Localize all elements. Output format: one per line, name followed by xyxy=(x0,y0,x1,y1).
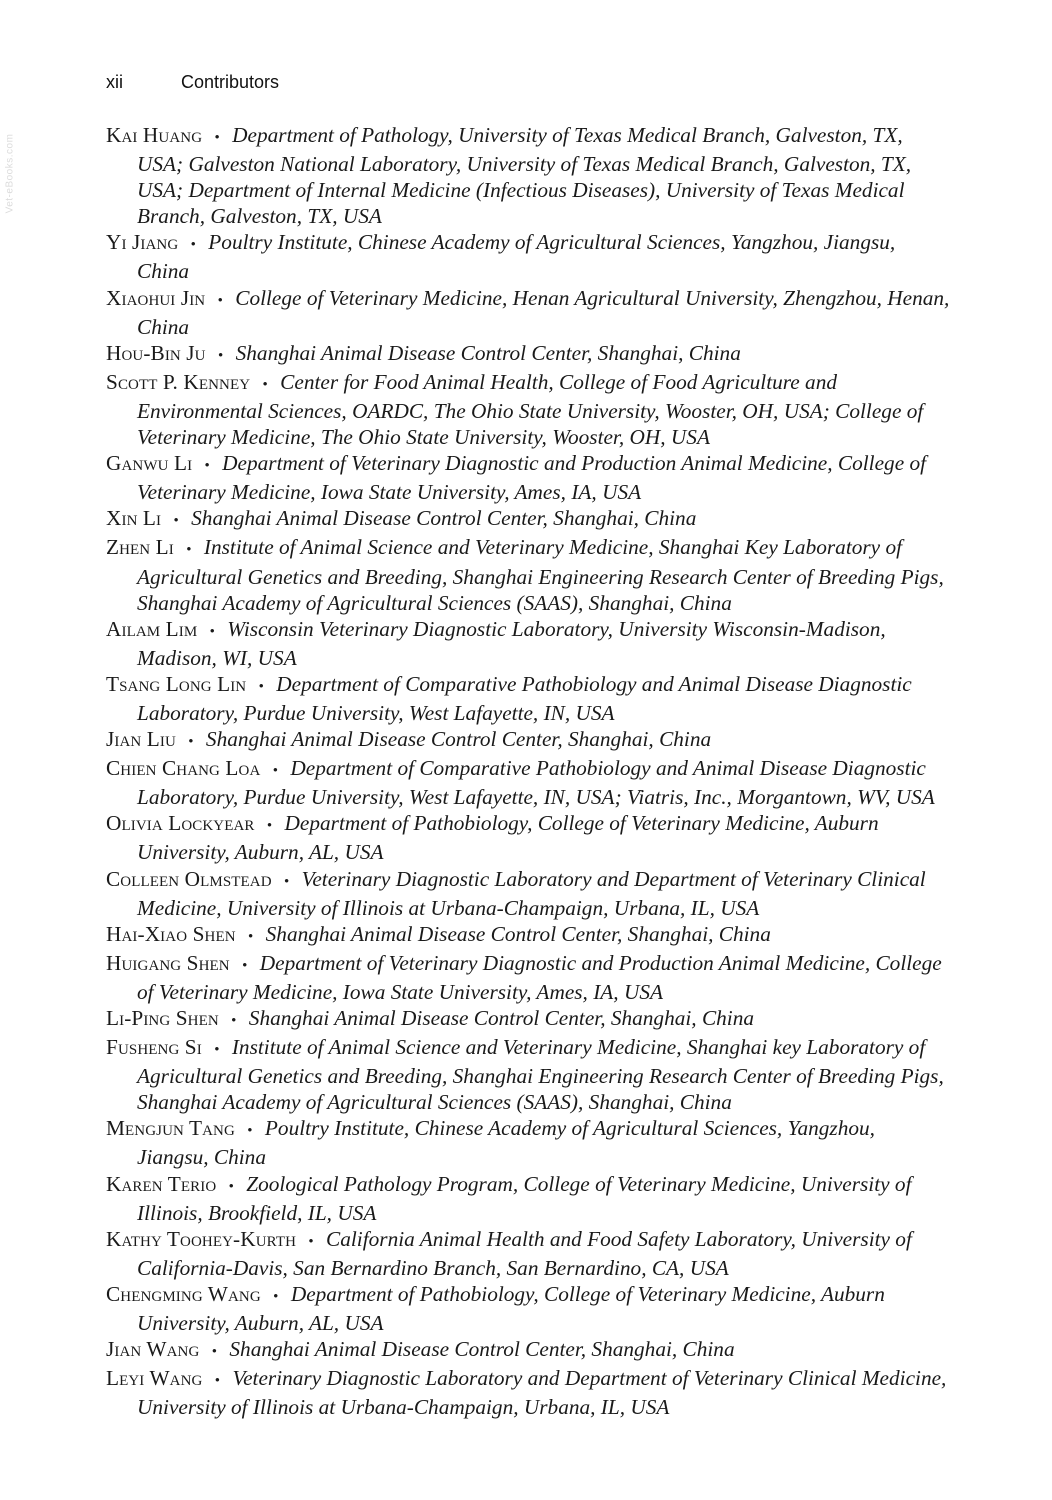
contributor-name: Jian Wang xyxy=(106,1337,200,1362)
contributor-affiliation: Shanghai Animal Disease Control Center, Shanghai, China xyxy=(191,506,697,531)
contributor-name: Ganwu Li xyxy=(106,451,193,476)
bullet-separator: • xyxy=(272,763,279,780)
contributor-name: Hai-Xiao Shen xyxy=(106,921,236,946)
contributor-affiliation: College of Veterinary Medicine, Henan Agricultural University, Zhengzhou, Henan, China xyxy=(137,285,950,339)
contributor-name: Olivia Lockyear xyxy=(106,811,255,836)
bullet-separator: • xyxy=(247,1123,253,1140)
watermark-text: Vet-eBooks.com xyxy=(4,133,16,214)
running-head xyxy=(106,72,279,93)
contributor-name: Jian Liu xyxy=(106,727,176,752)
contributor-entry xyxy=(106,122,951,229)
contributor-name: Fusheng Si xyxy=(106,1035,202,1060)
contributor-affiliation: Shanghai Animal Disease Control Center, Shanghai, China xyxy=(205,727,712,752)
bullet-separator: • xyxy=(248,928,254,945)
bullet-separator: • xyxy=(266,818,273,835)
contributor-name: Hou-Bin Ju xyxy=(106,340,206,365)
contributor-entry xyxy=(106,755,951,810)
contributor-affiliation: Department of Comparative Pathobiology and Animal Disease Diagnostic Laboratory, Purdue University, West Lafayette, IN, USA; Viatris, Inc., Morgantown, WV, USA xyxy=(137,756,935,810)
contributor-entry xyxy=(106,534,951,615)
contributor-name: Xin Li xyxy=(106,506,162,531)
contributor-affiliation: Wisconsin Veterinary Diagnostic Laboratory, University Wisconsin-Madison, Madison, WI, USA xyxy=(137,616,886,670)
bullet-separator: • xyxy=(214,130,220,146)
contributor-entry xyxy=(106,616,951,671)
contributor-affiliation: Poultry Institute, Chinese Academy of Agricultural Sciences, Yangzhou, Jiangsu, China xyxy=(137,1116,875,1170)
contributor-affiliation: Center for Food Animal Health, College of Food Agriculture and Environmental Sciences, OARDC, The Ohio State University, Wooster, OH, USA; College of Veterinary Medicine, The Ohio State University, Wooster, OH, USA xyxy=(137,369,924,450)
contributor-affiliation: Zoological Pathology Program, College of Veterinary Medicine, University of Illinois, Brookfield, IL, USA xyxy=(137,1171,912,1225)
contributor-entry xyxy=(106,340,951,369)
bullet-separator: • xyxy=(186,542,192,559)
contributor-entry xyxy=(106,1226,951,1281)
contributor-entry xyxy=(106,1171,951,1226)
contributor-entry xyxy=(106,726,951,755)
bullet-separator: • xyxy=(284,873,290,890)
contributor-name: Scott P. Kenney xyxy=(106,369,251,394)
contributor-entry xyxy=(106,950,951,1005)
contributor-affiliation: Institute of Animal Science and Veterinary Medicine, Shanghai key Laboratory of Agricultural Genetics and Breeding, Shanghai Engineering Research Center of Breeding Pigs, Shanghai Academy of Agricultural Sciences (SAAS), Shanghai, China xyxy=(137,1035,944,1115)
contributor-entry xyxy=(106,921,951,950)
contributor-affiliation: Veterinary Diagnostic Laboratory and Department of Veterinary Clinical Medicine, University of Illinois at Urbana-Champaign, Urbana, IL, USA xyxy=(137,866,926,920)
contributor-entry xyxy=(106,1005,951,1034)
contributor-affiliation: Veterinary Diagnostic Laboratory and Department of Veterinary Clinical Medicine, University of Illinois at Urbana-Champaign, Urbana, IL, USA xyxy=(137,1366,947,1420)
contributor-name: Mengjun Tang xyxy=(106,1116,235,1141)
bullet-separator: • xyxy=(209,623,215,640)
contributor-affiliation: Poultry Institute, Chinese Academy of Agricultural Sciences, Yangzhou, Jiangsu, China xyxy=(137,230,896,284)
bullet-separator: • xyxy=(258,678,264,695)
contributor-affiliation: Shanghai Animal Disease Control Center, Shanghai, China xyxy=(248,1006,755,1030)
bullet-separator: • xyxy=(204,458,210,475)
contributor-entry xyxy=(106,229,951,284)
contributor-name: Leyi Wang xyxy=(106,1366,203,1391)
bullet-separator: • xyxy=(188,734,194,751)
contributor-affiliation: Department of Comparative Pathobiology and Animal Disease Diagnostic Laboratory, Purdue University, West Lafayette, IN, USA xyxy=(137,671,912,725)
contributor-affiliation: California Animal Health and Food Safety Laboratory, University of California-Davis, San Bernardino Branch, San Bernardino, CA, USA xyxy=(137,1226,912,1280)
contributor-entry xyxy=(106,1034,951,1115)
contributor-name: Chengming Wang xyxy=(106,1281,261,1306)
contributor-name: Yi Jiang xyxy=(106,230,179,255)
contributor-name: Li-Ping Shen xyxy=(106,1006,219,1030)
bullet-separator: • xyxy=(214,1373,221,1390)
contributor-list xyxy=(106,122,951,1420)
contributor-entry xyxy=(106,285,951,340)
bullet-separator: • xyxy=(308,1233,314,1250)
page-number: xii xyxy=(106,72,123,92)
bullet-separator: • xyxy=(173,513,179,530)
bullet-separator: • xyxy=(217,347,224,364)
bullet-separator: • xyxy=(211,1344,218,1361)
contributor-name: Kai Huang xyxy=(106,123,203,147)
contributor-affiliation: Department of Pathobiology, College of Veterinary Medicine, Auburn University, Auburn, AL, USA xyxy=(137,811,879,865)
bullet-separator: • xyxy=(231,1013,237,1029)
contributor-affiliation: Institute of Animal Science and Veterinary Medicine, Shanghai Key Laboratory of Agricultural Genetics and Breeding, Shanghai Engineering Research Center of Breeding Pigs, Shanghai Academy of Agricultural Sciences (SAAS), Shanghai, China xyxy=(137,535,944,615)
bullet-separator: • xyxy=(190,237,196,254)
contributor-entry xyxy=(106,810,951,865)
contributor-entry xyxy=(106,671,951,726)
contributor-name: Chien Chang Loa xyxy=(106,756,261,781)
contributor-entry xyxy=(106,1336,951,1365)
contributor-name: Tsang Long Lin xyxy=(106,671,247,696)
contributor-entry xyxy=(106,369,951,450)
contributor-entry xyxy=(106,1281,951,1336)
bullet-separator: • xyxy=(228,1178,234,1195)
contributor-affiliation: Shanghai Animal Disease Control Center, Shanghai, China xyxy=(235,340,741,365)
contributor-entry xyxy=(106,505,951,534)
contributor-affiliation: Department of Pathobiology, College of Veterinary Medicine, Auburn University, Auburn, AL, USA xyxy=(137,1281,885,1336)
contributor-name: Zhen Li xyxy=(106,535,174,560)
contributor-name: Xiaohui Jin xyxy=(106,285,206,310)
contributor-entry xyxy=(106,1365,951,1420)
contributor-name: Ailam Lim xyxy=(106,616,198,641)
section-title: Contributors xyxy=(181,72,280,92)
contributor-affiliation: Department of Veterinary Diagnostic and Production Animal Medicine, College of Veterinary Medicine, Iowa State University, Ames, IA, USA xyxy=(137,950,942,1004)
contributor-entry xyxy=(106,866,951,921)
contributor-affiliation: Department of Pathology, University of Texas Medical Branch, Galveston, TX, USA; Galveston National Laboratory, University of Texas Medical Branch, Galveston, TX, USA; Department of Internal Medicine (Infectious Diseases), University of Texas Medical Branch, Galveston, TX, USA xyxy=(137,123,912,229)
bullet-separator: • xyxy=(217,292,223,309)
contributor-entry xyxy=(106,1115,951,1170)
contributor-affiliation: Department of Veterinary Diagnostic and Production Animal Medicine, College of Veterinary Medicine, Iowa State University, Ames, IA, USA xyxy=(137,451,927,505)
bullet-separator: • xyxy=(214,1042,220,1059)
contributor-affiliation: Shanghai Animal Disease Control Center, Shanghai, China xyxy=(229,1337,735,1362)
bullet-separator: • xyxy=(273,1288,279,1305)
contributor-name: Colleen Olmstead xyxy=(106,866,272,891)
bullet-separator: • xyxy=(242,957,248,974)
bullet-separator: • xyxy=(262,376,268,393)
contributor-name: Kathy Toohey-Kurth xyxy=(106,1226,297,1251)
contributor-name: Huigang Shen xyxy=(106,950,230,975)
contributor-name: Karen Terio xyxy=(106,1171,217,1196)
contributor-affiliation: Shanghai Animal Disease Control Center, Shanghai, China xyxy=(265,921,771,946)
contributor-entry xyxy=(106,450,951,505)
